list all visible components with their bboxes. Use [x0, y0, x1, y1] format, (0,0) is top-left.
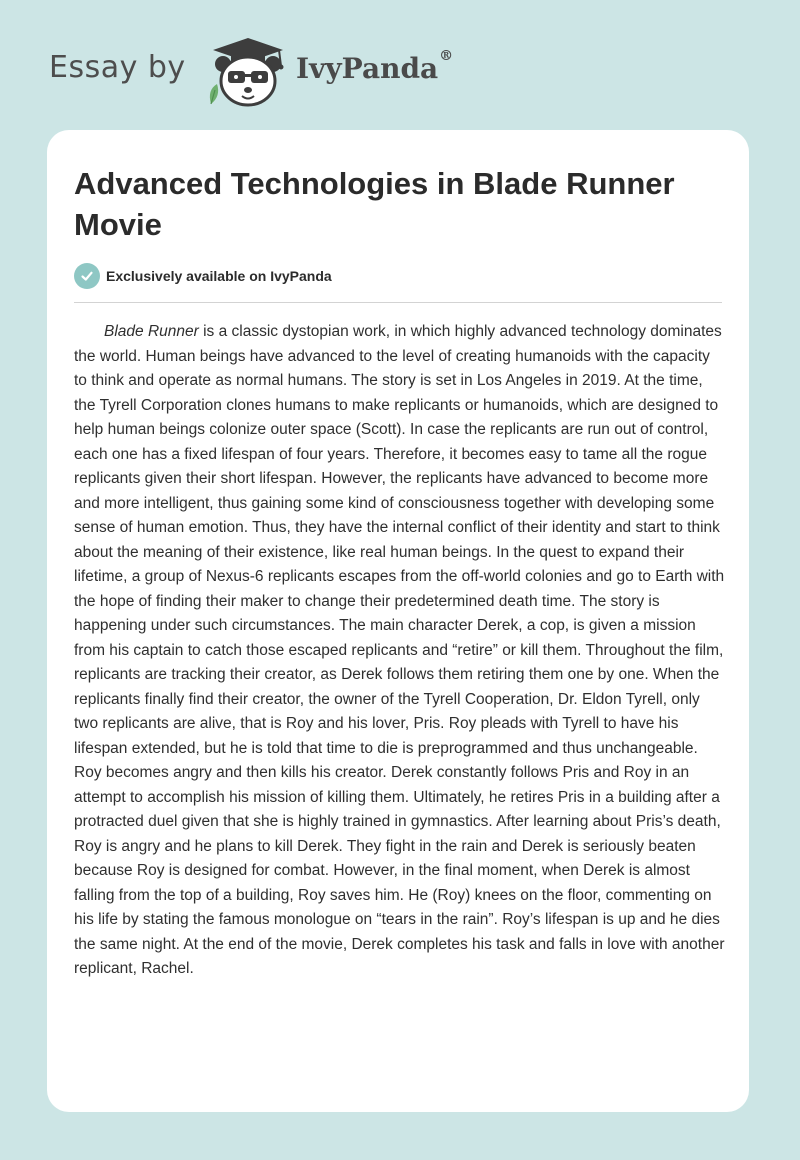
panda-graduation-cap-logo-icon[interactable] — [203, 34, 293, 110]
film-title-italic: Blade Runner — [104, 323, 199, 340]
article-title: Advanced Technologies in Blade Runner Movie — [74, 166, 675, 242]
registered-mark: ® — [439, 48, 454, 64]
exclusive-badge — [74, 263, 332, 289]
essay-by-label: Essay by — [49, 50, 186, 85]
article-body-text: is a classic dystopian work, in which highly advanced technology dominates the world. Human beings have advanced to the level of creating humanoids with the capacity to think and operate as normal humans. The story is set in Los Angeles in 2019. At the time, the Tyrell Corporation clones humans to make replicants or humanoids, which are designed to help human beings colonize outer space (Scott). In case the replicants are run out of control, each one has a fixed lifespan of four years. Therefore, it becomes easy to tame all the rogue replicants given their short lifespan. However, the replicants have advanced to become more and more intelligent, thus gaining some kind of consciousness together with developing some sense of human emotion. Thus, they have the internal conflict of their identity and start to think about the meaning of their existence, like real human beings. In the quest to expand their lifetime, a group of Nexus-6 replicants escapes from the off-world colonies and go to Earth with the hope of finding their maker to change their predetermined death time. The story is happening under such circumstances. The main character Derek, a cop, is given a mission from his captain to catch those escaped replicants and “retire” or kill them. Throughout the film, replicants are tracking their creator, as Derek follows them retiring them one by one. When the replicants finally find their creator, the owner of the Tyrell Cooperation, Dr. Eldon Tyrell, only two replicants are alive, that is Roy and his lover, Pris. Roy pleads with Tyrell to have his lifespan extended, but he is told that time to die is preprogrammed and thus unchangeable. Roy becomes angry and then kills his creator. Derek constantly follows Pris and Roy in an attempt to accomplish his mission of killing them. Ultimately, he retires Pris in a building after a protracted duel given that she is highly trained in gymnastics. After learning about Pris’s death, Roy is angry and he plans to kill Derek. They fight in the rain and Derek is seriously beaten because Roy is designed for combat. However, in the final moment, when Derek is almost falling from the top of a building, Roy saves him. He (Roy) knees on the floor, commenting on his life by stating the famous monologue on “tears in the rain”. Roy’s lifespan is up and he dies the same night. At the end of the movie, Derek completes his task and falls in love with another replicant, Rachel. — [74, 323, 725, 977]
brand-name[interactable] — [296, 48, 454, 85]
divider — [74, 302, 722, 303]
brand-name-text: IvyPanda — [296, 52, 439, 85]
site-header — [0, 0, 800, 130]
exclusive-label: Exclusively available on IvyPanda — [106, 268, 332, 284]
article-card — [47, 130, 749, 1112]
check-circle-icon — [74, 263, 100, 289]
article-body — [74, 320, 726, 982]
